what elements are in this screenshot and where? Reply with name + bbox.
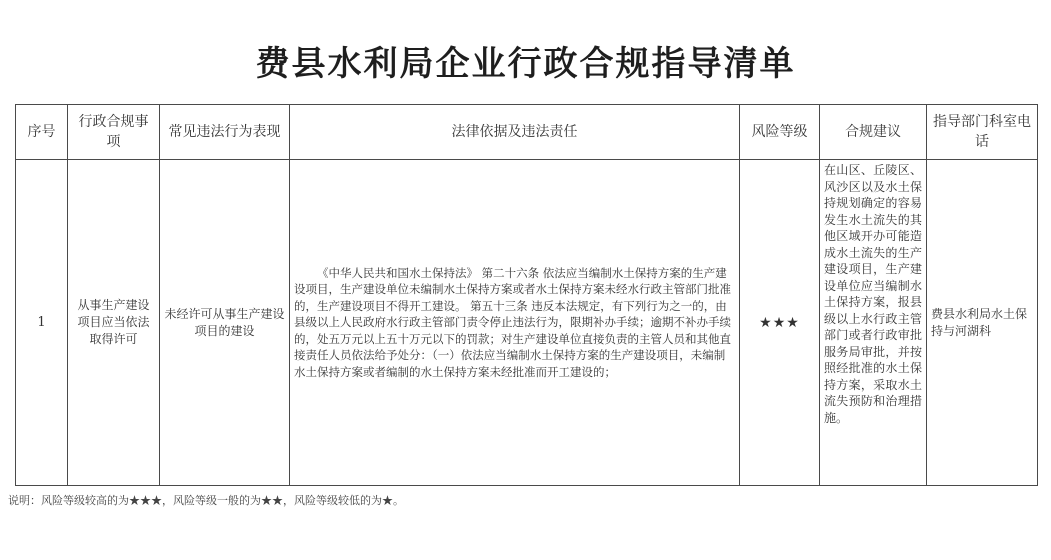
- header-advice: 合规建议: [820, 105, 927, 160]
- footnote: 说明：风险等级较高的为★★★，风险等级一般的为★★，风险等级较低的为★。: [8, 494, 404, 507]
- row-dept: 费县水利局水土保持与河湖科: [927, 160, 1038, 486]
- header-violation: 常见违法行为表现: [160, 105, 290, 160]
- header-law: 法律依据及违法责任: [290, 105, 740, 160]
- compliance-table: [15, 104, 1038, 486]
- header-index: 序号: [16, 105, 68, 160]
- row-law: 《中华人民共和国水土保持法》 第二十六条 依法应当编制水土保持方案的生产建设项目，生产建设单位未编制水土保持方案或者水土保持方案未经水行政主管部门批准的，生产建设项目不得开工建设。 第五十三条 违反本法规定，有下列行为之一的，由县级以上人民政府水行政主管部门责令停止违法行为，限期补办手续；逾期不补办手续的，处五万元以上五十万元以下的罚款；对生产建设单位直接负责的主管人员和其他直接责任人员依法给予处分：（一）依法应当编制水土保持方案的生产建设项目，未编制水土保持方案或者编制的水土保持方案未经批准而开工建设的；: [290, 160, 740, 486]
- row-risk-stars: ★★★: [740, 160, 820, 486]
- header-item: 行政合规事项: [68, 105, 160, 160]
- page-title: 费县水利局企业行政合规指导清单: [255, 44, 796, 84]
- row-advice: 在山区、丘陵区、风沙区以及水土保持规划确定的容易发生水土流失的其他区域开办可能造成水土流失的生产建设项目，生产建设单位应当编制水土保持方案，报县级以上水行政主管部门或者行政审批服务局审批，并按照经批准的水土保持方案，采取水土流失预防和治理措施。: [820, 160, 927, 486]
- row-index: 1: [16, 160, 68, 486]
- table-header-row: [16, 105, 1038, 160]
- header-dept: 指导部门科室电话: [927, 105, 1038, 160]
- table-row: [16, 160, 1038, 486]
- row-violation: 未经许可从事生产建设项目的建设: [160, 160, 290, 486]
- header-risk: 风险等级: [740, 105, 820, 160]
- row-item: 从事生产建设项目应当依法取得许可: [68, 160, 160, 486]
